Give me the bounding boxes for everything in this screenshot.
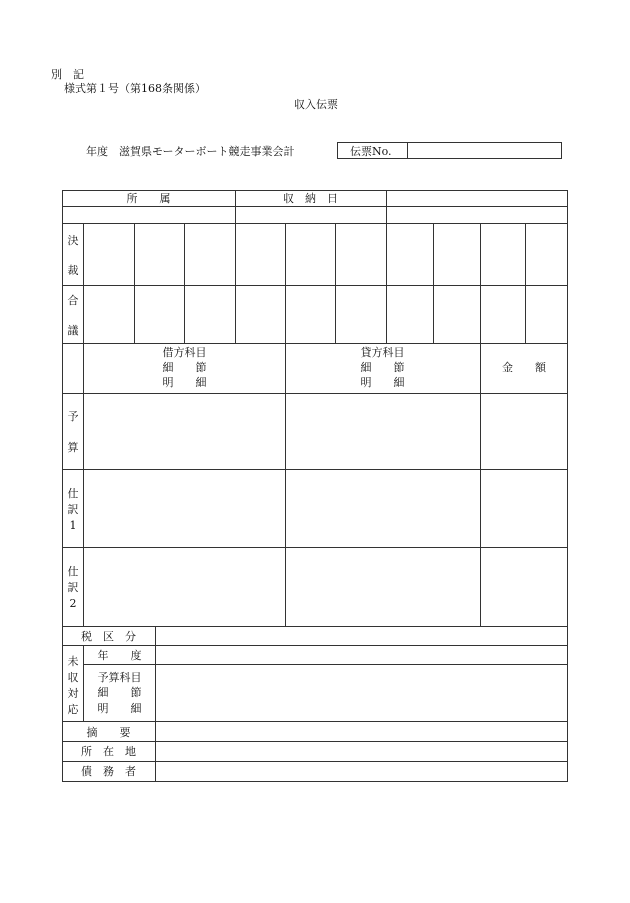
shiwake2-char-3: 2 (69, 597, 77, 610)
debtor-field[interactable] (156, 762, 567, 781)
address-label: 所 在 地 (81, 745, 136, 758)
form-number: 様式第１号（第168条関係） (64, 82, 206, 95)
debit-sub2: 明 細 (162, 376, 207, 389)
mishu-char-1: 未 (67, 655, 79, 668)
nendo-field[interactable] (156, 646, 567, 664)
gogi-char-1: 合 (67, 294, 79, 307)
kessai-char-1: 決 (67, 234, 79, 247)
amount-label: 金 額 (502, 361, 546, 374)
nendo-label: 年 度 (97, 649, 142, 662)
mishu-char-4: 応 (67, 703, 79, 716)
budget-item-field[interactable] (156, 665, 567, 721)
tax-label: 税 区 分 (81, 630, 136, 643)
kessai-char-2: 裁 (67, 264, 79, 277)
mishu-char-3: 対 (67, 687, 79, 700)
account-name: 年度 滋賀県モーターボート競走事業会計 (86, 145, 295, 158)
shiwake2-char-1: 仕 (67, 565, 79, 578)
gogi-char-2: 議 (67, 324, 79, 337)
budget-item-title: 予算科目 (97, 671, 142, 684)
shiwake2-char-2: 訳 (67, 581, 79, 594)
page-title: 収入伝票 (294, 98, 338, 111)
debit-sub1: 細 節 (162, 361, 207, 374)
yosan-char-1: 予 (67, 410, 79, 423)
voucher-no-field[interactable] (408, 143, 561, 158)
credit-sub1: 細 節 (360, 361, 405, 374)
shiwake1-char-1: 仕 (67, 487, 79, 500)
dept-label: 所 属 (126, 192, 171, 205)
budget-item-sub1: 細 節 (97, 686, 142, 699)
budget-item-sub2: 明 細 (97, 702, 142, 715)
mishu-char-2: 収 (67, 671, 79, 684)
summary-field[interactable] (156, 722, 567, 741)
receipt-date-field[interactable] (236, 207, 386, 223)
credit-sub2: 明 細 (360, 376, 405, 389)
tax-field[interactable] (156, 627, 567, 645)
debit-title: 借方科目 (162, 346, 207, 359)
address-field[interactable] (156, 742, 567, 761)
voucher-no-label: 伝票No. (350, 145, 392, 158)
dept-field[interactable] (63, 207, 235, 223)
betsuki-label: 別 記 (51, 68, 84, 81)
shiwake1-char-2: 訳 (67, 503, 79, 516)
receipt-date-label: 収 納 日 (283, 192, 338, 205)
yosan-char-2: 算 (67, 441, 79, 454)
credit-title: 貸方科目 (360, 346, 405, 359)
debtor-label: 債 務 者 (81, 765, 136, 778)
summary-label: 摘 要 (86, 726, 131, 739)
shiwake1-char-3: 1 (69, 519, 77, 532)
